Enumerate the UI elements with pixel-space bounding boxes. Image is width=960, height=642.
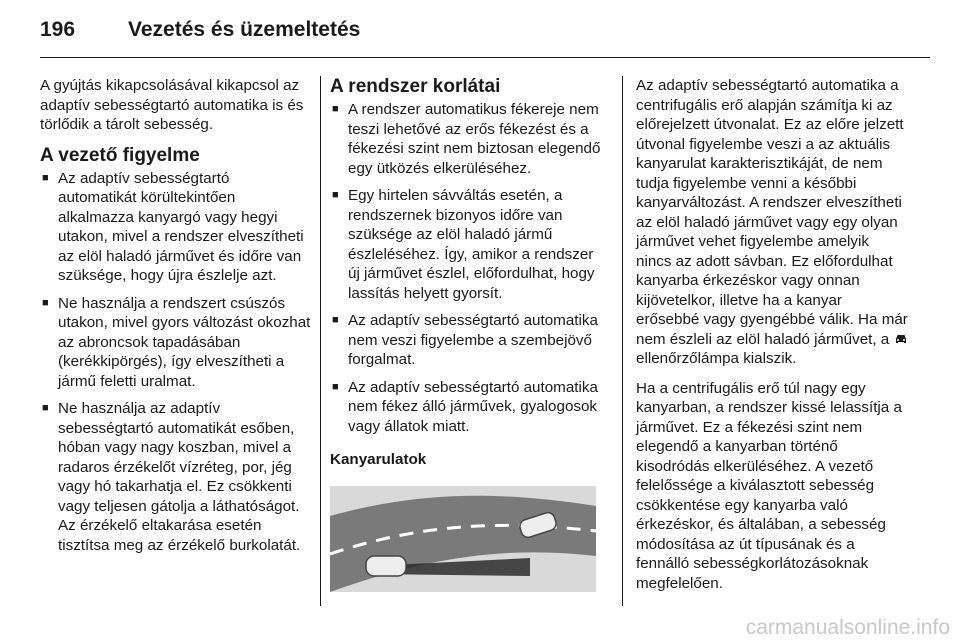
page-header bbox=[40, 18, 930, 58]
intro-paragraph: A gyújtás kikapcsolásával kikapcsol az adaptív sebességtartó automatika is és törlődik a tárolt sebesség. bbox=[40, 77, 304, 133]
watermark: carmanualsonline.info bbox=[745, 616, 950, 639]
paragraph bbox=[636, 76, 908, 369]
bullet-list bbox=[40, 169, 312, 556]
list-item: ■ Ne használja a rendszert csúszós utakon, mivel gyors változást okozhat az abroncsok tapadásában (kerékkipörgés), így elveszítheti a jármű feletti uralmat. bbox=[40, 294, 312, 392]
column-divider bbox=[320, 76, 321, 606]
header-rule bbox=[40, 57, 930, 58]
own-car-icon bbox=[366, 556, 406, 576]
list-item: ■ Ne használja az adaptív sebességtartó automatikát esőben, hóban vagy nagy koszban, mivel a radaros érzékelőt vízréteg, por, jég vagy hó takarhatja el. Ez csökkenti vagy teljesen gátolja a láthatóságot. Az érzékelő eltakarása esetén tisztítsa meg az érzékelő burkolatát. bbox=[40, 399, 312, 555]
subheading-curves: Kanyarulatok bbox=[330, 451, 427, 468]
paragraph: Ha a centrifugális erő túl nagy egy kanyarban, a rendszer kissé lelassítja a járművet. Ez a fékezési szint nem elegendő a kanyarban történő kisodródás elkerüléséhez. A vezető felelőssége a kiválasztott sebesség csökkentése egy kanyarba való érkezéskor, és általában, a sebesség módosítása az út típusának és a fennálló sebességkorlátozásoknak megfelelően. bbox=[636, 379, 902, 592]
list-item: ■ Az adaptív sebességtartó automatikát körültekintően alkalmazza kanyargó vagy hegyi utakon, mivel a rendszer elveszítheti az elöl haladó járművet és időre van szüksége, hogy újra észlelje azt. bbox=[40, 169, 312, 286]
list-item: ■ A rendszer automatikus fékereje nem teszi lehetővé az erős fékezést és a fékezési szint nem biztosan elegendő egy ütközés elkerüléséhez. bbox=[330, 100, 606, 178]
paragraph-text: Az adaptív sebességtartó automatika a centrifugális erő alapján számítja ki az előrejelzett útvonalat. Ez az előre jelzett útvonal figyelembe veszi a az aktuális kanyarulat karakterisztikáját, de nem tudja figyelembe venni a későbbi kanyarváltozást. A rendszer elveszítheti az elöl haladó járművet vagy egy olyan járművet vehet figyelembe amelyik nincs az adott sávban. Ez előfordulhat kanyarba érkezéskor vagy onnan kijövetelkor, illetve ha a kanyar erősebbé vagy gyengébbé válik. Ha már nem észleli az elöl haladó járművet, a bbox=[636, 77, 908, 348]
list-item: ■ Az adaptív sebességtartó automatika nem veszi figyelembe a szembejövő forgalmat. bbox=[330, 311, 606, 370]
page-title: Vezetés és üzemeltetés bbox=[128, 18, 361, 41]
bullet-list bbox=[330, 100, 606, 436]
page-number: 196 bbox=[40, 18, 76, 41]
list-item: ■ Az adaptív sebességtartó automatika nem fékez álló járművek, gyalogosok vagy állatok miatt. bbox=[330, 378, 606, 437]
paragraph-text: ellenőrzőlámpa kialszik. bbox=[636, 350, 797, 367]
list-item: ■ Egy hirtelen sávváltás esetén, a rendszernek bizonyos időre van szüksége az elöl haladó jármű észleléséhez. Így, amikor a rendszer új járművet észlel, előfordulhat, hogy lassítás helyett gyorsít. bbox=[330, 186, 606, 303]
car-icon bbox=[894, 333, 908, 345]
column-left bbox=[40, 76, 312, 563]
column-right bbox=[636, 76, 908, 603]
section-heading-driver-attention: A vezető figyelme bbox=[40, 144, 200, 166]
curve-illustration bbox=[330, 486, 596, 592]
column-divider bbox=[622, 76, 623, 606]
column-middle bbox=[330, 76, 606, 597]
section-heading-system-limits: A rendszer korlátai bbox=[330, 76, 501, 97]
